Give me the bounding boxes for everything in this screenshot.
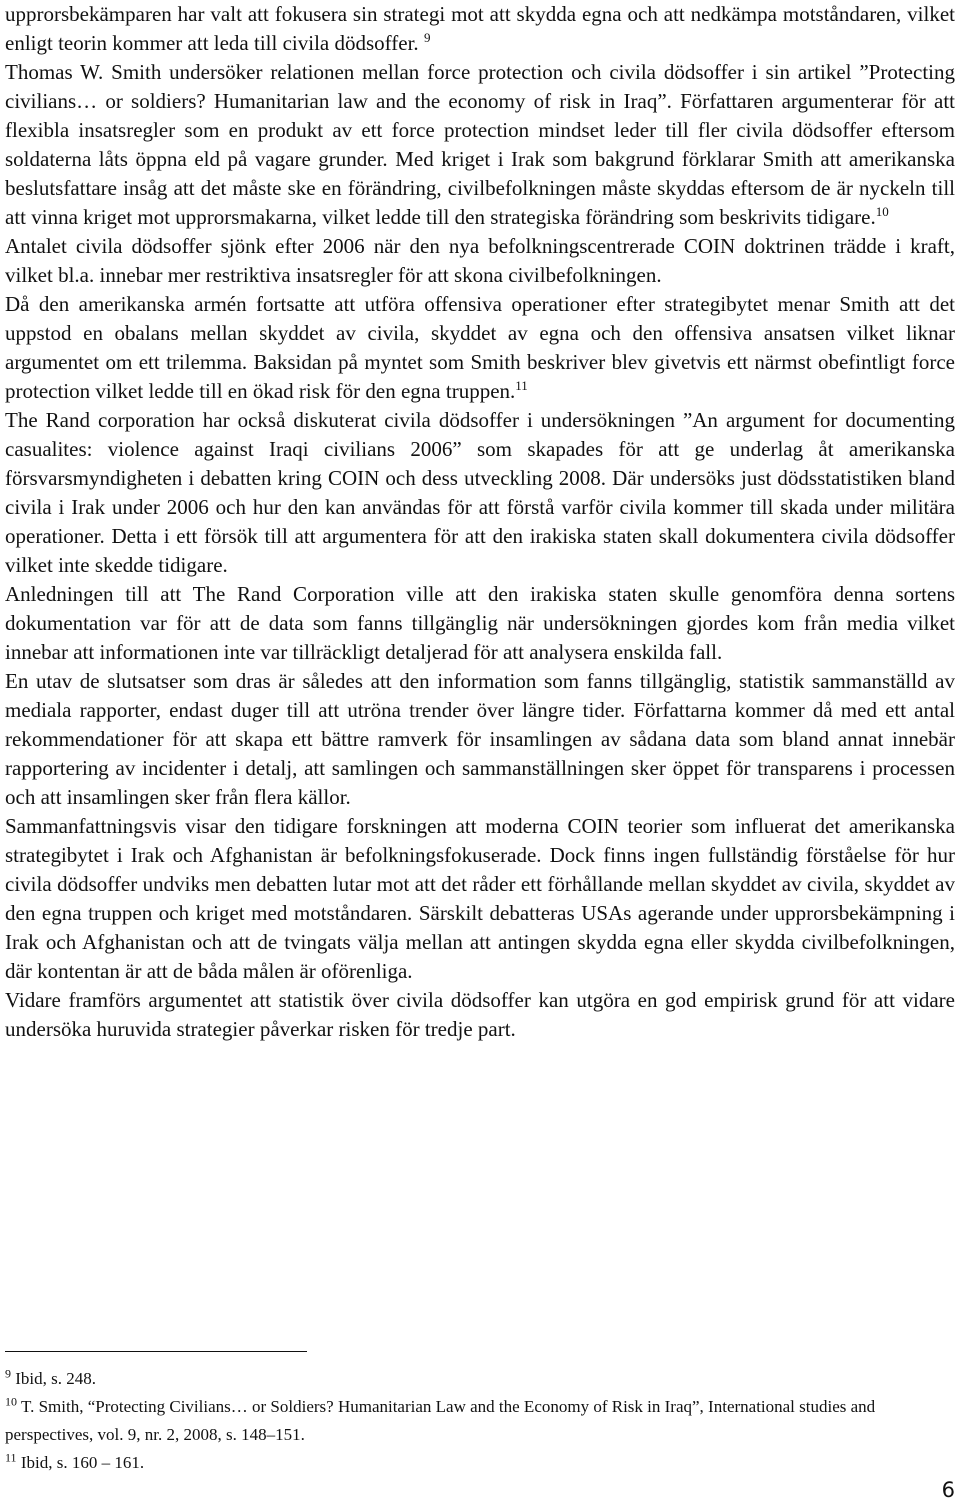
paragraph — [5, 580, 955, 667]
paragraph — [5, 290, 955, 406]
footnote-ref[interactable]: 10 — [875, 204, 889, 219]
paragraph-text: upprorsbekämparen har valt att fokusera sin strategi mot att skydda egna och att nedkämpa motståndaren, vilket enligt teorin kommer att leda till civila dödsoffer. — [5, 2, 955, 55]
document-body — [5, 0, 955, 1044]
paragraph — [5, 232, 955, 290]
footnote-number: 11 — [5, 1450, 17, 1465]
paragraph-text: Thomas W. Smith undersöker relationen mellan force protection och civila dödsoffer i sin artikel ”Protecting civilians… or soldiers? Humanitarian law and the economy of risk in Iraq”. Författaren argumenterar för att flexibla insatsregler som en produkt av ett force protection mindset leder till fler civila dödsoffer eftersom soldaterna låts öppna eld på vagare grunder. Med kriget i Irak som bakgrund förklarar Smith att amerikanska beslutsfattare insåg att det måste ske en förändring, civilbefolkningen måste skyddas eftersom de är nyckeln till att vinna kriget mot upprorsmakarna, vilket ledde till den strategiska förändring som beskrivits tidigare. — [5, 60, 955, 229]
footnote — [5, 1393, 955, 1449]
footnote-separator — [5, 1351, 307, 1352]
footnote — [5, 1449, 955, 1477]
footnote-number: 9 — [5, 1366, 11, 1381]
footnote-text: Ibid, s. 248. — [15, 1369, 96, 1388]
footnote-ref[interactable]: 11 — [515, 378, 528, 393]
paragraph-text: Sammanfattningsvis visar den tidigare forskningen att moderna COIN teorier som influerat det amerikanska strategibytet i Irak och Afghanistan är befolkningsfokuserade. Dock finns ingen fullständig förståelse för hur civila dödsoffer undviks men debatten lutar mot att det råder ett förhållande mellan skyddet av civila, skyddet av den egna truppen och kriget med motståndaren. Särskilt debatteras USAs agerande under upprorsbekämpning i Irak och Afghanistan och att de tvingats välja mellan att antingen skydda egna eller skydda civilbefolkningen, där kontentan är att de båda målen är oförenliga. — [5, 814, 955, 983]
paragraph-text: En utav de slutsatser som dras är således att den information som fanns tillgänglig, statistik sammanställd av mediala rapporter, endast duger till att utröna trender över längre tider. Författarna kommer då med ett antal rekommendationer för att skapa ett bättre ramverk för insamlingen av sådana data som bland annat innebär rapportering av incidenter i detalj, att samlingen och sammanställningen sker öppet för transparens i processen och att insamlingen sker från flera källor. — [5, 669, 955, 809]
paragraph — [5, 58, 955, 232]
paragraph-text: The Rand corporation har också diskuterat civila dödsoffer i undersökningen ”An argument for documenting casualites: violence against Iraqi civilians 2006” som skapades för att ge underlag åt amerikanska försvarsmyndigheten i debatten kring COIN och dess utveckling 2008. Där undersöks just dödsstatistiken bland civila i Irak under 2006 och hur den kan användas för att förstå varför civila kommer till skada under militära operationer. Detta i ett försök till att argumentera för att den irakiska staten skall dokumentera civila dödsoffer vilket inte skedde tidigare. — [5, 408, 955, 577]
footnote-text: Ibid, s. 160 – 161. — [20, 1453, 145, 1472]
paragraph-text: Då den amerikanska armén fortsatte att utföra offensiva operationer efter strategibytet menar Smith att det uppstod en obalans mellan skyddet av civila, skyddet av egna och den offensiva ansatsen vilket liknar argumentet om ett trilemma. Baksidan på myntet som Smith beskriver blev givetvis ett närmst obefintligt force protection vilket ledde till en ökad risk för den egna truppen. — [5, 292, 955, 403]
paragraph-text: Anledningen till att The Rand Corporation ville att den irakiska staten skulle genomföra denna sortens dokumentation var för att de data som fanns tillgänglig när undersökningen gjordes kom från media vilket innebar att informationen inte var tillräckligt detaljerad för att analysera enskilda fall. — [5, 582, 955, 664]
page-number: 6 — [941, 1478, 955, 1502]
paragraph — [5, 0, 955, 58]
footnote-number: 10 — [5, 1394, 17, 1409]
footnote-ref[interactable]: 9 — [423, 30, 431, 45]
paragraph — [5, 667, 955, 812]
footnotes — [5, 1365, 955, 1477]
paragraph — [5, 986, 955, 1044]
paragraph — [5, 812, 955, 986]
footnote-text: T. Smith, “Protecting Civilians… or Soldiers? Humanitarian Law and the Economy of Risk in Iraq”, International studies and perspectives, vol. 9, nr. 2, 2008, s. 148–151. — [5, 1397, 876, 1444]
paragraph — [5, 406, 955, 580]
footnote — [5, 1365, 955, 1393]
paragraph-text: Vidare framförs argumentet att statistik över civila dödsoffer kan utgöra en god empirisk grund för att vidare undersöka huruvida strategier påverkar risken för tredje part. — [5, 988, 955, 1041]
paragraph-text: Antalet civila dödsoffer sjönk efter 2006 när den nya befolkningscentrerade COIN doktrinen trädde i kraft, vilket bl.a. innebar mer restriktiva insatsregler för att skona civilbefolkningen. — [5, 234, 955, 287]
